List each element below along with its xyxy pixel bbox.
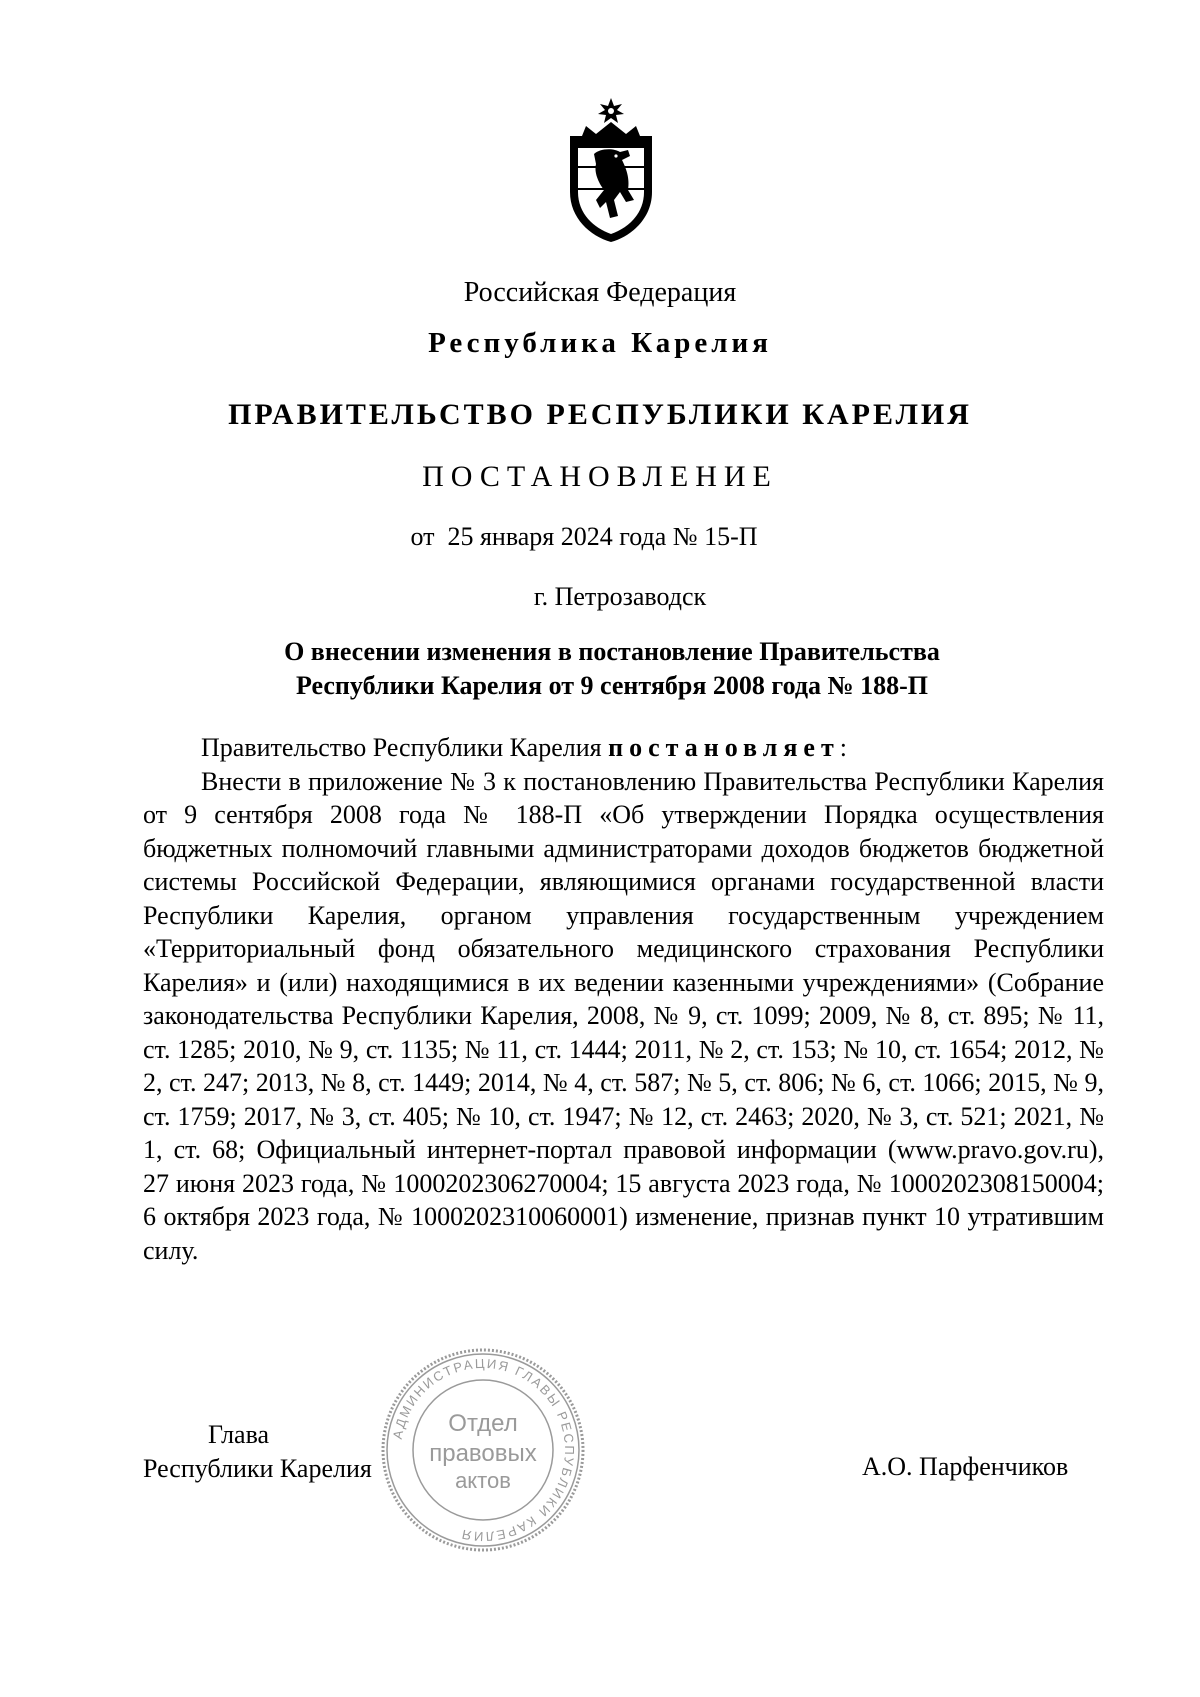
- decree-verb: постановляет: [608, 733, 840, 762]
- decree-clause: [143, 731, 1104, 765]
- country-name: Российская Федерация: [463, 277, 737, 308]
- stamp-ring-text: АДМИНИСТРАЦИЯ ГЛАВЫ РЕСПУБЛИКИ КАРЕЛИЯ: [389, 1355, 578, 1545]
- document-subject: [12, 635, 1200, 703]
- official-stamp: [378, 1345, 588, 1555]
- decree-paragraph: Внести в приложение № 3 к постановлению Правительства Республики Карелия от 9 сентября 2008 года № 188-П «Об утверждении Порядка осуществления бюджетных полномочий главными администраторами доходов бюджетов бюджетной системы Российской Федерации, являющимися органами государственной власти Республики Карелия, органом управления государственным учреждением «Территориальный фонд обязательного медицинского страхования Республики Карелия» и (или) находящимися в их ведении казенными учреждениями» (Собрание законодательства Республики Карелия, 2008, № 9, ст. 1099; 2009, № 8, ст. 895; № 11, ст. 1285; 2010, № 9, ст. 1135; № 11, ст. 1444; 2011, № 2, ст. 153; № 10, ст. 1654; 2012, № 2, ст. 247; 2013, № 8, ст. 1449; 2014, № 4, ст. 587; № 5, ст. 806; № 6, ст. 1066; 2015, № 9, ст. 1759; 2017, № 3, ст. 405; № 10, ст. 1947; № 12, ст. 2463; 2020, № 3, ст. 521; 2021, № 1, ст. 68; Официальный интернет-портал правовой информации (www.pravo.gov.ru), 27 июня 2023 года, № 1000202306270004; 15 августа 2023 года, № 1000202308150004; 6 октября 2023 года, № 1000202310060001) изменение, признав пункт 10 утратившим силу.: [143, 766, 1104, 1265]
- republic-name: Республика Карелия: [428, 327, 772, 359]
- signatory-title: [143, 1418, 372, 1486]
- document-date-number: от 25 января 2024 года № 15-П: [410, 522, 758, 551]
- document-body: [143, 731, 1104, 1267]
- stamp-line-3: актов: [455, 1468, 511, 1493]
- subject-line-2: Республики Карелия от 9 сентября 2008 года № 188-П: [296, 671, 928, 700]
- coat-of-arms-icon: [564, 96, 658, 246]
- decree-intro: Правительство Республики Карелия: [201, 733, 602, 762]
- stamp-line-1: Отдел: [448, 1410, 518, 1437]
- decree-colon: :: [839, 733, 847, 762]
- stamp-line-2: правовых: [429, 1440, 537, 1467]
- government-name: ПРАВИТЕЛЬСТВО РЕСПУБЛИКИ КАРЕЛИЯ: [228, 398, 972, 431]
- subject-line-1: О внесении изменения в постановление Правительства: [284, 637, 940, 666]
- document-city: г. Петрозаводск: [533, 582, 707, 611]
- signatory-name: А.О. Парфенчиков: [862, 1452, 1069, 1481]
- document-type: ПОСТАНОВЛЕНИЕ: [422, 460, 778, 493]
- signatory-title-line-1: Глава: [208, 1420, 270, 1449]
- signatory-title-line-2: Республики Карелия: [143, 1454, 372, 1483]
